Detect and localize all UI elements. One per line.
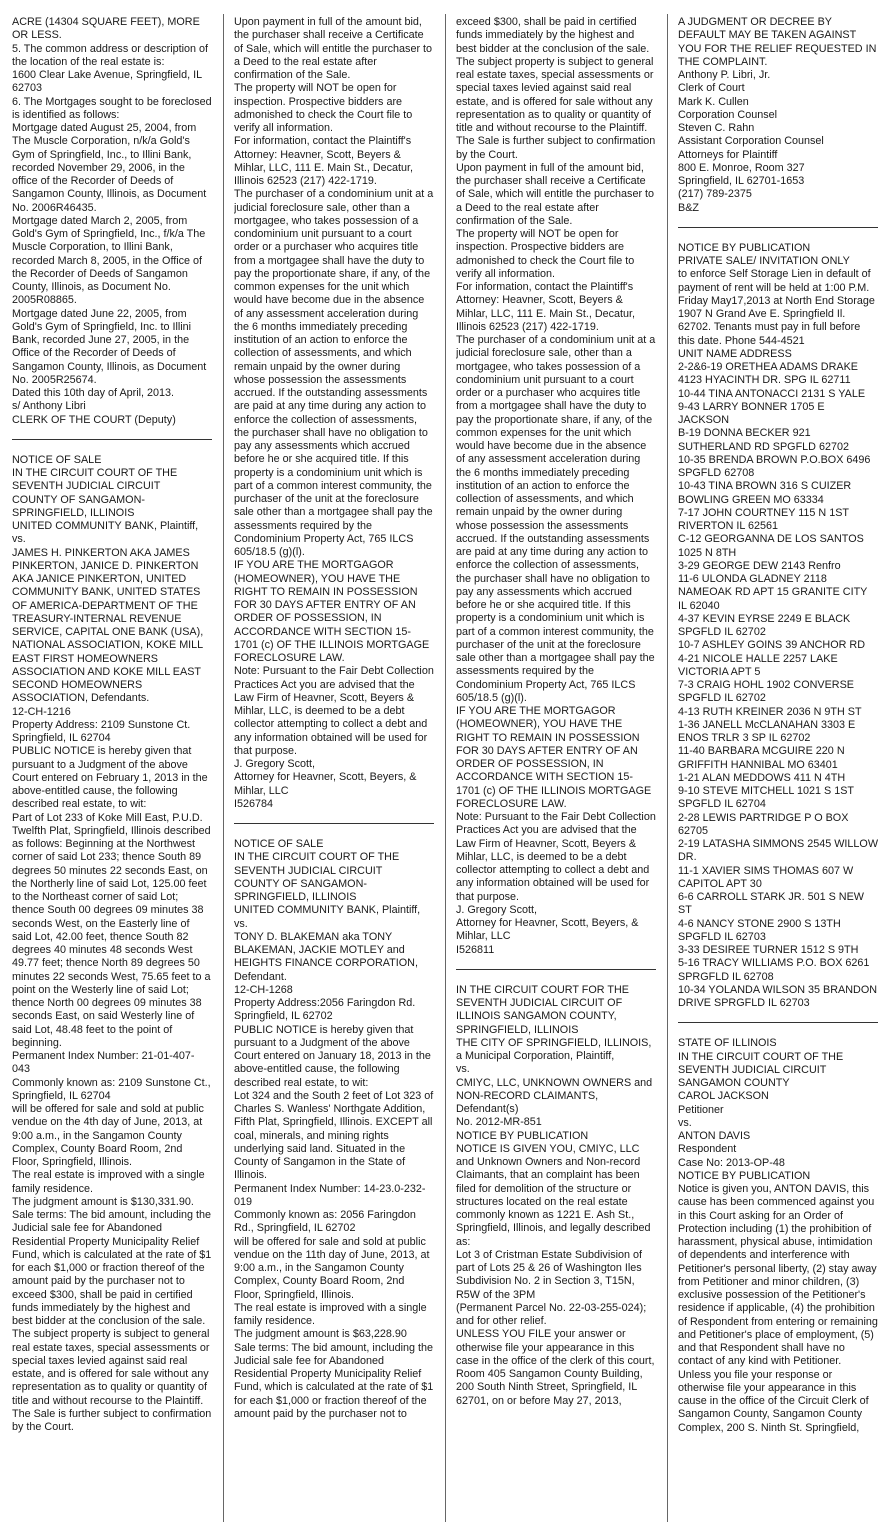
notice-line: 10-44 TINA ANTONACCI 2131 S YALE — [678, 387, 866, 400]
notice-line: vs. — [12, 533, 26, 546]
notice-line: Mortgage dated August 25, 2004, from The Muscle Corporation, n/k/a Gold's Gym of Springfield, Inc., to Illini Bank, recorded November 29, 2006, in the office of the Recorder of Deeds of Sangamon County, Illinois, as Document No. 2006R46435. — [12, 122, 207, 214]
notice-line: Corporation Counsel — [678, 108, 778, 121]
notice-line: Attorneys for Plaintiff — [678, 148, 778, 161]
notice-line: 10-7 ASHLEY GOINS 39 ANCHOR RD — [678, 639, 866, 652]
notice-line: Note: Pursuant to the Fair Debt Collection Practices Act you are advised that the Law Firm of Heavner, Scott, Beyers & Mihlar, LLC, is deemed to be a debt collector attempting to collect a debt and any information obtained will be used for that purpose. — [234, 665, 434, 757]
notice-line: B-19 DONNA BECKER 921 SUTHERLAND RD SPGFLD 62702 — [678, 427, 850, 453]
notice-line: 5-16 TRACY WILLIAMS P.O. BOX 6261 SPRGFLD IL 62708 — [678, 957, 870, 983]
notice-line: JAMES H. PINKERTON AKA JAMES PINKERTON, JANICE D. PINKERTON AKA JANICE PINKERTON, UNITED COMMUNITY BANK, UNITED STATES OF AMERICA-DEPARTMENT OF THE TREASURY-INTERNAL REVENUE SERVICE, CAPITAL ONE BANK (USA), NATIONAL ASSOCIATION, KOKE MILL EAST FIRST HOMEOWNERS ASSOCIATION AND KOKE MILL EAST SECOND HOMEOWNERS ASSOCIATION, Defendants. — [12, 546, 204, 705]
notice-line: 4-21 NICOLE HALLE 2257 LAKE VICTORIA APT 5 — [678, 652, 838, 678]
notice-line: 9-43 LARRY BONNER 1705 E JACKSON — [678, 400, 825, 426]
notice-line: J. Gregory Scott, — [234, 758, 316, 770]
notice-line: Springfield, IL 62701-1653 — [678, 175, 805, 187]
notice-line: 12-CH-1268 — [234, 983, 293, 996]
notice-line: Part of Lot 233 of Koke Mill East, P.U.D. Twelfth Plat, Springfield, Illinois described as follows: Beginning at the Northwest corner of said Lot 233; thence South 89 degrees 50 minutes 22 seconds East, on the Northerly line of said Lot, 125.00 feet to the Northeast corner of said Lot; thence South 00 degrees 09 minutes 38 seconds West, on the Easterly line of said Lot, 42.00 feet, thence South 82 degrees 40 minutes 48 seconds West 49.77 feet; thence North 89 degrees 50 minutes 22 seconds West, 75.65 feet to a point on the Westerly line of said Lot; thence North 00 degrees 09 minutes 38 seconds East, on said Westerly line of said Lot, 48.48 feet to the point of beginning. — [12, 811, 211, 1049]
legal-notice — [678, 16, 878, 215]
notice-line: Permanent Index Number: 21-01-407-043 — [12, 1050, 195, 1076]
notice-line: Notice is given you, ANTON DAVIS, this cause has been commenced against you in this Court asking for an Order of Protection including (1) the prohibition of harassment, physical abuse, intimidation of dependents and interference with Petitioner's personal liberty, (2) stay away from Petitioner and minor children, (3) exclusive possession of the Petitioner's residence if applicable, (4) the prohibition of Respondent from entering or remaining and Petitioner's place of employment, (5) and that Respondent shall have no contact of any kind with Petitioner. — [678, 1183, 878, 1368]
notice-line: Case No: 2013-OP-48 — [678, 1156, 785, 1169]
notice-line: Mark K. Cullen — [678, 95, 749, 108]
notice-line: Steven C. Rahn — [678, 122, 755, 134]
notice-line: The purchaser of a condominium unit at a judicial foreclosure sale, other than a mortgagee, who takes possession of a condominium unit pursuant to a court order or a purchaser who acquires title from a mortgagee shall have the duty to pay the proportionate share, if any, of the common expenses for the unit which would have become due in the absence of any assessment acceleration during the 6 months immediately preceding institution of an action to enforce the collection of assessments, and which remain unpaid by the owner during whose possession the assessments accrued. If the outstanding assessments are paid at any time during any action to enforce the collection of assessments, the purchaser shall have no obligation to pay any assessments which accrued before he or she acquired title. If this property is a condominium unit which is part of a common interest community, the purchaser of the unit at the foreclosure sale other than a mortgagee shall pay the assessments required by the Condominium Property Act, 765 ILCS 605/18.5 (g)(l). — [456, 334, 656, 704]
notice-line: (217) 789-2375 — [678, 188, 752, 201]
notice-line: UNIT NAME ADDRESS — [678, 347, 792, 360]
column-divider — [667, 14, 668, 1522]
notice-line: vs. — [678, 1116, 692, 1129]
notice-line: UNITED COMMUNITY BANK, Plaintiff, — [12, 520, 199, 532]
notice-line: ACRE (14304 SQUARE FEET), MORE OR LESS. — [12, 16, 200, 42]
notice-line: Permanent Index Number: 14-23.0-232-019 — [234, 1182, 426, 1208]
notice-line: A JUDGMENT OR DECREE BY DEFAULT MAY BE TAKEN AGAINST YOU FOR THE RELIEF REQUESTED IN THE COMPLAINT. — [678, 16, 877, 68]
notice-line: Anthony P. Libri, Jr. — [678, 69, 771, 81]
notice-line: IN THE CIRCUIT COURT OF THE SEVENTH JUDICIAL CIRCUIT — [234, 851, 400, 877]
notice-line: UNITED COMMUNITY BANK, Plaintiff, — [234, 904, 421, 917]
notice-line: 6-6 CARROLL STARK JR. 501 S NEW ST — [678, 891, 864, 917]
legal-notice — [678, 242, 878, 1011]
notice-line: The property will NOT be open for inspection. Prospective bidders are admonished to check the Court file to verify all information. — [456, 228, 635, 280]
notice-line: Upon payment in full of the amount bid, the purchaser shall receive a Certificate of Sale, which will entitle the purchaser to a Deed to the real estate after confirmation of the Sale. — [234, 16, 433, 81]
notice-line: 3-29 GEORGE DEW 2143 Renfro — [678, 559, 841, 572]
notice-line: NOTICE OF SALE — [234, 838, 324, 850]
notice-line: The judgment amount is $63,228.90 — [234, 1328, 407, 1341]
notice-line: PUBLIC NOTICE is hereby given that pursuant to a Judgment of the above Court entered on February 1, 2013 in the above-entitled cause, the following described real estate, to wit: — [12, 745, 208, 811]
notice-line: Dated this 10th day of April, 2013. — [12, 387, 175, 399]
notice-line: COUNTY OF SANGAMON-SPRINGFIELD, ILLINOIS — [234, 877, 367, 903]
notice-line: The judgment amount is $130,331.90. — [12, 1195, 194, 1208]
notice-line: 3-33 DESIREE TURNER 1512 S 9TH — [678, 944, 859, 956]
notice-line: s/ Anthony Libri — [12, 400, 86, 413]
notice-line: CAROL JACKSON — [678, 1090, 769, 1103]
notice-line: IF YOU ARE THE MORTGAGOR (HOMEOWNER), YOU HAVE THE RIGHT TO REMAIN IN POSSESSION FOR 30 DAYS AFTER ENTRY OF AN ORDER OF POSSESSION, IN ACCORDANCE WITH SECTION 15-1701 (c) OF THE ILLINOIS MORTGAGE FORECLOSURE LAW. — [234, 559, 430, 664]
notice-line: 11-40 BARBARA MCGUIRE 220 N GRIFFITH HANNIBAL MO 63401 — [678, 745, 845, 771]
notice-line: No. 2012-MR-851 — [456, 1116, 542, 1129]
column-1 — [12, 16, 212, 1516]
notice-line: Attorney for Heavner, Scott, Beyers, & Mihlar, LLC — [234, 771, 417, 797]
notice-line: 1-36 JANELL McCLANAHAN 3303 E ENOS TRLR 3 SP IL 62702 — [678, 718, 856, 744]
notice-line: 7-17 JOHN COURTNEY 115 N 1ST RIVERTON IL 62561 — [678, 506, 849, 532]
notice-divider — [456, 969, 656, 970]
notice-line: Respondent — [678, 1143, 737, 1156]
notice-line: CMIYC, LLC, UNKNOWN OWNERS and NON-RECORD CLAIMANTS, Defendant(s) — [456, 1076, 653, 1115]
notice-line: Sale terms: The bid amount, including the Judicial sale fee for Abandoned Residential Property Municipality Relief Fund, which is calculated at the rate of $1 for each $1,000 or fraction thereof of the amount paid by the purchaser not to — [234, 1341, 434, 1420]
notice-line: The real estate is improved with a single family residence. — [234, 1301, 427, 1327]
notice-divider — [234, 823, 434, 824]
notice-line: 12-CH-1216 — [12, 705, 71, 718]
notice-line: (Permanent Parcel No. 22-03-255-024); and for other relief. — [456, 1301, 647, 1327]
notice-divider — [12, 439, 212, 440]
notice-line: 2-19 LATASHA SIMMONS 2545 WILLOW DR. — [678, 838, 878, 864]
notice-line: The purchaser of a condominium unit at a judicial foreclosure sale, other than a mortgagee, who takes possession of a condominium unit pursuant to a court order or a purchaser who acquires title from a mortgagee shall have the duty to pay the proportionate share, if any, of the common expenses for the unit which would have become due in the absence of any assessment acceleration during the 6 months immediately preceding institution of an action to enforce the collection of assessments, and which remain unpaid by the owner during whose possession the assessments accrued. If the outstanding assessments are paid at any time during any action to enforce the collection of assessments, the purchaser shall have no obligation to pay any assessments which accrued before he or she acquired title. If this property is a condominium unit which is part of a common interest community, the purchaser of the unit at the foreclosure sale other than a mortgagee shall pay the assessments required by the Condominium Property Act, 765 ILCS 605/18.5 (g)(l). — [234, 188, 434, 558]
notice-line: For information, contact the Plaintiff's Attorney: Heavner, Scott, Beyers & Mihlar, LLC, 111 E. Main St., Decatur, Illinois 62523 (217) 422-1719. — [234, 135, 414, 187]
notice-line: will be offered for sale and sold at public vendue on the 11th day of June, 2013, at 9:00 a.m., in the Sangamon County Complex, County Board Room, 2nd Floor, Springfield, Illinois. — [234, 1235, 430, 1301]
notice-line: 10-34 YOLANDA WILSON 35 BRANDON DRIVE SPRGFLD IL 62703 — [678, 983, 878, 1009]
notice-line: 800 E. Monroe, Room 327 — [678, 161, 805, 174]
notice-line: PRIVATE SALE/ INVITATION ONLY — [678, 255, 850, 267]
notice-line: 7-3 CRAIG HOHL 1902 CONVERSE SPGFLD IL 62702 — [678, 679, 855, 705]
column-divider — [223, 14, 224, 1522]
notice-line: THE CITY OF SPRINGFIELD, ILLINOIS, a Municipal Corporation, Plaintiff, — [456, 1036, 652, 1062]
notice-line: 11-1 XAVIER SIMS THOMAS 607 W CAPITOL APT 30 — [678, 864, 854, 890]
notice-line: The real estate is improved with a single family residence. — [12, 1169, 205, 1195]
notice-line: STATE OF ILLINOIS — [678, 1037, 777, 1050]
notice-line: IN THE CIRCUIT COURT FOR THE SEVENTH JUDICIAL CIRCUIT OF ILLINOIS SANGAMON COUNTY, SPRINGFIELD, ILLINOIS — [456, 983, 629, 1036]
notice-line: will be offered for sale and sold at public vendue on the 4th day of June, 2013, at 9:00 a.m., in the Sangamon County Complex, County Board Room, 2nd Floor, Springfield, Illinois. — [12, 1103, 204, 1168]
notice-line: IF YOU ARE THE MORTGAGOR (HOMEOWNER), YOU HAVE THE RIGHT TO REMAIN IN POSSESSION FOR 30 DAYS AFTER ENTRY OF AN ORDER OF POSSESSION, IN ACCORDANCE WITH SECTION 15-1701 (c) OF THE ILLINOIS MORTGAGE FORECLOSURE LAW. — [456, 705, 652, 810]
notice-line: I526811 — [456, 943, 495, 956]
notice-line: 5. The common address or description of the location of the real estate is: — [12, 42, 209, 68]
notice-line: Attorney for Heavner, Scott, Beyers, & Mihlar, LLC — [456, 917, 639, 943]
notice-line: 10-35 BRENDA BROWN P.O.BOX 6496 SPGFLD 62708 — [678, 453, 871, 479]
notice-line: 4-6 NANCY STONE 2900 S 13TH SPGFLD IL 62703 — [678, 917, 841, 943]
notice-line: 1600 Clear Lake Avenue, Springfield, IL 62703 — [12, 69, 202, 95]
notice-line: Lot 3 of Cristman Estate Subdivision of part of Lots 25 & 26 of Washington Iles Subdivision No. 2 in Section 3, T15N, R5W of the 3PM — [456, 1248, 643, 1301]
legal-notice — [456, 984, 656, 1408]
legal-notice — [12, 454, 212, 1435]
notice-line: Mortgage dated June 22, 2005, from Gold's Gym of Springfield, Inc. to Illini Bank, recorded June 27, 2005, in the Office of the Recorder of Deeds of Sangamon County, Illinois, as Document No. 2005R25674. — [12, 307, 207, 386]
notice-line: IN THE CIRCUIT COURT OF THE SEVENTH JUDICIAL CIRCUIT — [678, 1050, 844, 1076]
notice-line: 9-10 STEVE MITCHELL 1021 S 1ST SPGFLD IL 62704 — [678, 785, 854, 811]
notice-line: TONY D. BLAKEMAN aka TONY BLAKEMAN, JACKIE MOTLEY and HEIGHTS FINANCE CORPORATION, Defendant. — [234, 930, 418, 983]
notice-line: B&Z — [678, 201, 699, 214]
notice-line: NOTICE BY PUBLICATION — [678, 241, 811, 254]
notice-line: 11-6 ULONDA GLADNEY 2118 NAMEOAK RD APT 15 GRANITE CITY IL 62040 — [678, 573, 868, 612]
notice-line: 2-28 LEWIS PARTRIDGE P O BOX 62705 — [678, 811, 849, 837]
notice-line: ANTON DAVIS — [678, 1130, 751, 1142]
notice-line: For information, contact the Plaintiff's Attorney: Heavner, Scott, Beyers & Mihlar, LLC, 111 E. Main St., Decatur, Illinois 62523 (217) 422-1719. — [456, 281, 636, 333]
notice-line: Petitioner — [678, 1103, 724, 1116]
column-divider — [445, 14, 446, 1522]
notice-line: Clerk of Court — [678, 82, 745, 95]
notice-line: 10-43 TINA BROWN 316 S CUIZER BOWLING GREEN MO 63334 — [678, 480, 852, 506]
notice-line: Upon payment in full of the amount bid, the purchaser shall receive a Certificate of Sale, which will entitle the purchaser to a Deed to the real estate after confirmation of the Sale. — [456, 161, 655, 227]
notice-line: NOTICE BY PUBLICATION — [456, 1129, 589, 1142]
legal-notice — [234, 16, 434, 811]
notice-line: 4-37 KEVIN EYRSE 2249 E BLACK SPGFLD IL 62702 — [678, 612, 851, 638]
notice-line: 2-2&6-19 ORETHEA ADAMS DRAKE 4123 HYACINTH DR. SPG IL 62711 — [678, 361, 859, 387]
notice-line: C-12 GEORGANNA DE LOS SANTOS 1025 N 8TH — [678, 533, 864, 559]
notice-divider — [678, 227, 878, 228]
notice-line: The property will NOT be open for inspection. Prospective bidders are admonished to check the Court file to verify all information. — [234, 82, 413, 134]
notice-line: exceed $300, shall be paid in certified funds immediately by the highest and best bidder at the conclusion of the sale. The subject property is subject to general real estate taxes, special assessments or special taxes levied against said real estate, and is offered for sale without any representation as to quality or quantity of title and without recourse to the Plaintiff. The Sale is further subject to confirmation by the Court. — [456, 16, 656, 161]
notice-line: vs. — [234, 917, 248, 930]
notice-line: Assistant Corporation Counsel — [678, 135, 824, 148]
notice-line: 1-21 ALAN MEDDOWS 411 N 4TH — [678, 771, 846, 784]
notice-divider — [678, 1022, 878, 1023]
legal-notice — [12, 16, 212, 427]
column-4 — [678, 16, 878, 1516]
notice-line: NOTICE OF SALE — [12, 453, 102, 466]
notice-line: Mortgage dated March 2, 2005, from Gold's Gym of Springfield, Inc., f/k/a The Muscle Corporation, to Illini Bank, recorded March 8, 2005, in the Office of the Recorder of Deeds of Sangamon County, Illinois, as Document No. 2005R08865. — [12, 214, 206, 307]
legal-notice — [678, 1037, 878, 1435]
notice-line: 6. The Mortgages sought to be foreclosed is identified as follows: — [12, 95, 212, 121]
notice-line: Lot 324 and the South 2 feet of Lot 323 of Charles S. Wanless' Northgate Addition, Fifth Plat, Springfield, Illinois. EXCEPT all coal, minerals, and mining rights underlying said land. Situated in the County of Sangamon in the State of Illinois. — [234, 1089, 434, 1182]
notice-line: 4-13 RUTH KREINER 2036 N 9TH ST — [678, 705, 862, 718]
notice-line: SANGAMON COUNTY — [678, 1077, 790, 1089]
notice-line: UNLESS YOU FILE your answer or otherwise file your appearance in this case in the office of the clerk of this court, Room 405 Sangamon County Building, 200 South Ninth Street, Springfield, IL 62701, on or before May 27, 2013, — [456, 1328, 655, 1407]
notice-line: Commonly known as: 2056 Faringdon Rd., Springfield, IL 62702 — [234, 1209, 416, 1235]
notice-line: vs. — [456, 1063, 470, 1076]
notice-line: IN THE CIRCUIT COURT OF THE SEVENTH JUDICIAL CIRCUIT — [12, 467, 178, 493]
notice-line: CLERK OF THE COURT (Deputy) — [12, 413, 176, 426]
notice-line: I526784 — [234, 797, 274, 810]
notice-line: Property Address:2056 Faringdon Rd. Springfield, IL 62702 — [234, 997, 416, 1023]
legal-notice — [234, 838, 434, 1421]
notice-line: Note: Pursuant to the Fair Debt Collection Practices Act you are advised that the Law Firm of Heavner, Scott, Beyers & Mihlar, LLC, is deemed to be a debt collector attempting to collect a debt and any information obtained will be used for that purpose. — [456, 811, 656, 903]
notice-line: NOTICE BY PUBLICATION — [678, 1169, 811, 1182]
notice-line: J. Gregory Scott, — [456, 903, 538, 916]
legal-notice — [456, 16, 656, 957]
notice-line: PUBLIC NOTICE is hereby given that pursuant to a Judgment of the above Court entered on January 18, 2013 in the above-entitled cause, the following described real estate, to wit: — [234, 1023, 431, 1089]
notice-line: COUNTY OF SANGAMON-SPRINGFIELD, ILLINOIS — [12, 493, 145, 519]
column-2 — [234, 16, 434, 1516]
notice-line: Property Address: 2109 Sunstone Ct. Springfield, IL 62704 — [12, 718, 191, 744]
notice-line: Commonly known as: 2109 Sunstone Ct., Springfield, IL 62704 — [12, 1076, 211, 1102]
notice-line: Unless you file your response or otherwise file your appearance in this cause in the office of the Circuit Clerk of Sangamon County, Sangamon County Complex, 200 S. Ninth St. Springfield, — [678, 1368, 869, 1434]
column-3 — [456, 16, 656, 1516]
notice-line: NOTICE IS GIVEN YOU, CMIYC, LLC and Unknown Owners and Non-record Claimants, that an complaint has been filed for demolition of the structure or structures located on the real estate commonly known as 1221 E. Ash St., Springfield, Illinois, and legally described as: — [456, 1142, 651, 1248]
notice-line: Sale terms: The bid amount, including the Judicial sale fee for Abandoned Residential Property Municipality Relief Fund, which is calculated at the rate of $1 for each $1,000 or fraction thereof of the amount paid by the purchaser not to exceed $300, shall be paid in certified funds immediately by the highest and best bidder at the conclusion of the sale. The subject property is subject to general real estate taxes, special assessments or special taxes levied against said real estate, and is offered for sale without any representation as to quality or quantity of title and without recourse to the Plaintiff. The Sale is further subject to confirmation by the Court. — [12, 1209, 212, 1433]
notice-line: to enforce Self Storage Lien in default of payment of rent will be held at 1:00 P.M. Friday May17,2013 at North End Storage 1907 N Grand Ave E. Springfield Il. 62702. Tenants must pay in full before this date. Phone 544-4521 — [678, 268, 875, 347]
